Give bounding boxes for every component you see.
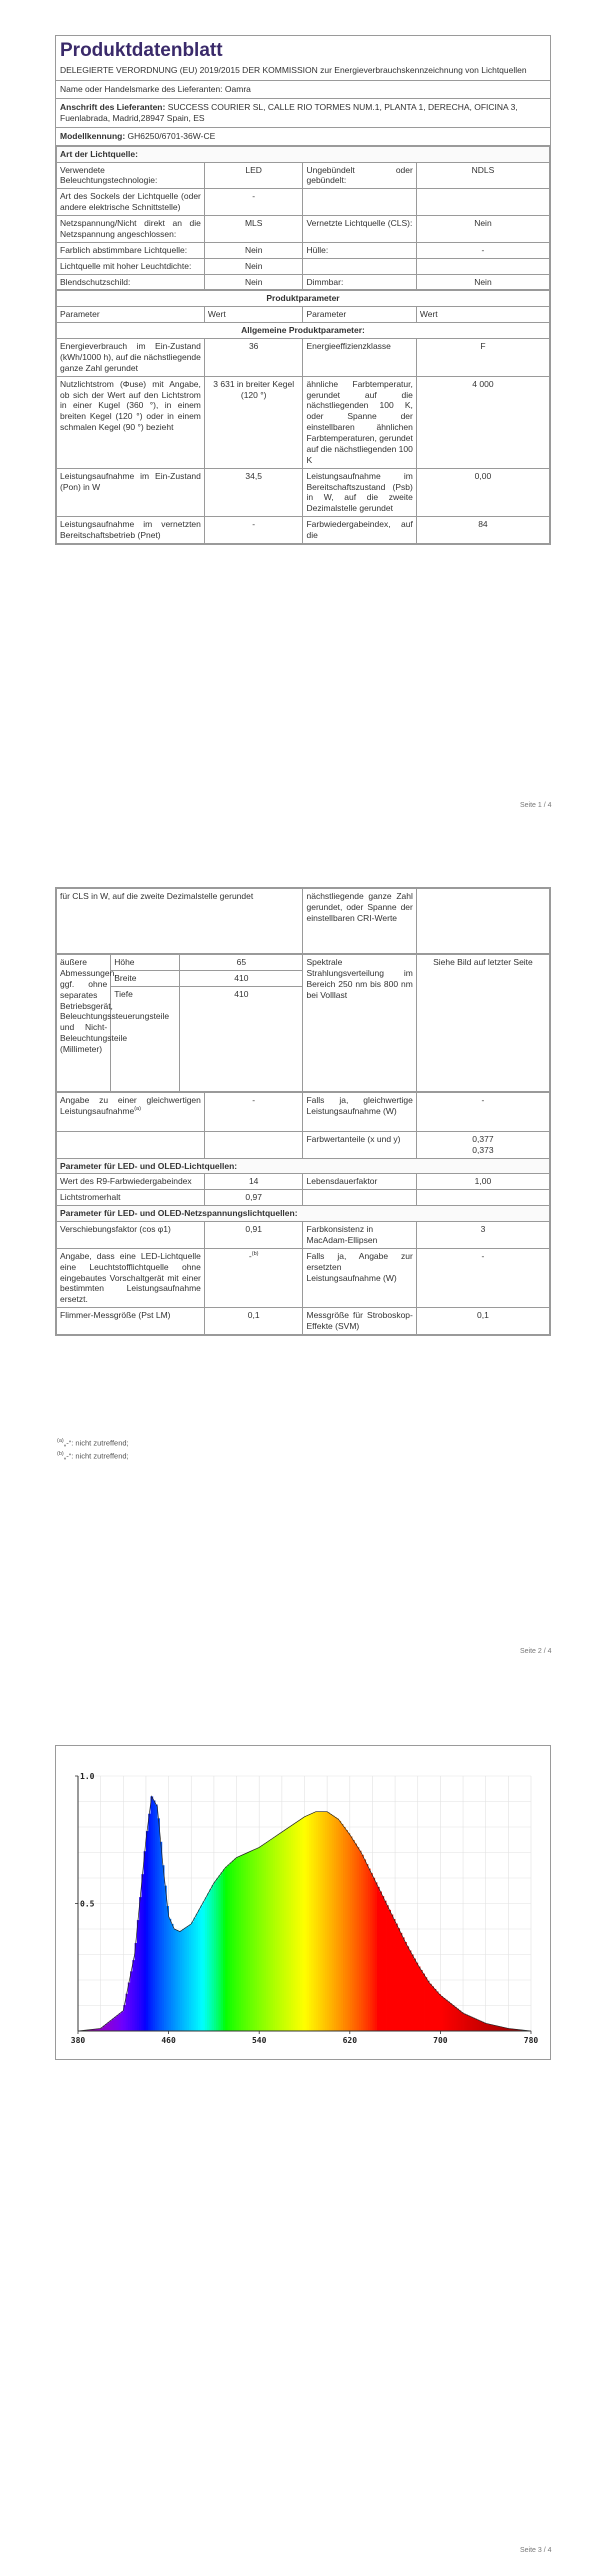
param-label: Angabe, dass eine LED-Lichtquelle eine Leuchtstofflichtquelle ohne eingebautes Vorschaltgerät mit einer bestimmten Leistungsaufnahme ersetzt. bbox=[57, 1248, 205, 1307]
table-row bbox=[57, 258, 550, 274]
param-label: nächstliegende ganze Zahl gerundet, oder Spanne der einstellbaren CRI-Werte bbox=[303, 889, 416, 954]
empty-cell bbox=[416, 258, 549, 274]
page-number: Seite 2 / 4 bbox=[520, 1648, 552, 1655]
footnote bbox=[57, 1437, 129, 1450]
param-label: Hülle: bbox=[303, 242, 416, 258]
param-label: Farbkonsistenz in MacAdam-Ellipsen bbox=[303, 1222, 416, 1249]
spectral-label: Spektrale Strahlungsverteilung im Bereich 250 nm bis 800 nm bei Volllast bbox=[303, 955, 416, 1092]
param-value: 0,00 bbox=[416, 468, 549, 517]
table-row bbox=[57, 1308, 550, 1335]
model-label: Modellkennung: bbox=[60, 130, 126, 141]
footnotes bbox=[57, 1437, 129, 1464]
param-label: Wert des R9-Farbwiedergabeindex bbox=[57, 1174, 205, 1190]
table-row bbox=[57, 1092, 550, 1131]
param-label: Dimmbar: bbox=[303, 274, 416, 290]
param-label: Leistungsaufnahme im vernetzten Bereitschaftsbetrieb (Pnet) bbox=[57, 517, 205, 544]
param-value: - bbox=[204, 189, 303, 216]
datasheet-part-2 bbox=[55, 887, 551, 1336]
param-value: 0,91 bbox=[204, 1222, 303, 1249]
y-tick-label: 0.5 bbox=[80, 1899, 95, 1909]
param-value: Nein bbox=[416, 216, 549, 243]
empty-cell bbox=[303, 1190, 416, 1206]
param-value: 14 bbox=[204, 1174, 303, 1190]
dim-name: Breite bbox=[111, 970, 180, 986]
param-value: 0,377 0,373 bbox=[416, 1131, 549, 1158]
column-header: Parameter bbox=[57, 307, 205, 323]
param-value: 84 bbox=[416, 517, 549, 544]
param-label: Lebensdauerfaktor bbox=[303, 1174, 416, 1190]
param-label: für CLS in W, auf die zweite Dezimalstelle gerundet bbox=[57, 889, 303, 954]
table-row bbox=[57, 468, 550, 517]
supplier-name-label: Name oder Handelsmarke des Lieferanten: bbox=[60, 84, 223, 95]
table-row bbox=[57, 889, 550, 954]
dimensions-table bbox=[56, 954, 550, 1092]
empty-cell bbox=[416, 189, 549, 216]
param-label: Lichtquelle mit hoher Leuchtdichte: bbox=[57, 258, 205, 274]
param-value: - bbox=[416, 1248, 549, 1307]
empty-cell bbox=[204, 1131, 303, 1158]
footnote-mark: (b) bbox=[57, 1451, 64, 1458]
table-row bbox=[57, 162, 550, 189]
footnote-text: „-“: nicht zutreffend; bbox=[63, 1438, 129, 1448]
empty-cell bbox=[303, 189, 416, 216]
table-row bbox=[57, 1174, 550, 1190]
section-general-params: Allgemeine Produktparameter: bbox=[57, 323, 550, 339]
param-value: - bbox=[416, 1092, 549, 1131]
param-value: 36 bbox=[204, 339, 303, 377]
section-product-params: Produktparameter bbox=[57, 291, 550, 307]
param-label: Falls ja, gleichwertige Leistungsaufnahme (W) bbox=[303, 1092, 416, 1131]
param-value: Nein bbox=[204, 242, 303, 258]
footnote-text: „-“: nicht zutreffend; bbox=[63, 1451, 129, 1461]
spectral-value: Siehe Bild auf letzter Seite bbox=[416, 955, 549, 1092]
table-header-row bbox=[57, 307, 550, 323]
x-tick-label: 780 bbox=[523, 2036, 539, 2045]
footnote-mark: (a) bbox=[57, 1438, 64, 1444]
footnote-mark: (b) bbox=[251, 1250, 259, 1257]
supplier-address-label: Anschrift des Lieferanten: bbox=[60, 102, 166, 113]
supplier-name: Oamra bbox=[224, 84, 251, 95]
param-label: Farbwertanteile (x und y) bbox=[303, 1131, 416, 1158]
param-value: 4 000 bbox=[416, 376, 549, 468]
param-value: NDLS bbox=[416, 162, 549, 189]
param-value: F bbox=[416, 339, 549, 377]
table-row bbox=[57, 1131, 550, 1158]
param-label: Leistungsaufnahme im Ein-Zustand (Pon) in W bbox=[57, 468, 205, 517]
model-row bbox=[56, 128, 550, 146]
param-value: 0,1 bbox=[204, 1308, 303, 1335]
supplier-address-row bbox=[56, 99, 550, 128]
model-id: GH6250/6701-36W-CE bbox=[127, 130, 216, 141]
empty-cell bbox=[57, 1131, 205, 1158]
param-label: Messgröße für Stroboskop-Effekte (SVM) bbox=[303, 1308, 416, 1335]
page-title: Produktdatenblatt bbox=[60, 40, 223, 61]
param-value: Nein bbox=[204, 258, 303, 274]
param-value: Nein bbox=[204, 274, 303, 290]
x-tick-label: 540 bbox=[251, 2036, 267, 2045]
spectrum-chart bbox=[55, 1745, 551, 2060]
param-label: Vernetzte Lichtquelle (CLS): bbox=[303, 216, 416, 243]
param-label: Lichtstromerhalt bbox=[57, 1190, 205, 1206]
page-2 bbox=[0, 880, 603, 1700]
table-row bbox=[57, 189, 550, 216]
param-value: - bbox=[416, 242, 549, 258]
x-tick-label: 620 bbox=[342, 2036, 358, 2045]
product-params-table bbox=[56, 290, 550, 544]
param-label: Ungebündelt oder gebündelt: bbox=[303, 162, 416, 189]
param-value: 3 631 in breiter Kegel (120 °) bbox=[204, 376, 303, 468]
param-label: Energieeffizienzklasse bbox=[303, 339, 416, 377]
column-header: Wert bbox=[416, 307, 549, 323]
x-tick-label: 460 bbox=[161, 2036, 176, 2045]
table-row bbox=[57, 274, 550, 290]
param-label: Art des Sockels der Lichtquelle (oder andere elektrische Schnittstelle) bbox=[57, 189, 205, 216]
param-value: 1,00 bbox=[416, 1174, 549, 1190]
product-params-continued bbox=[56, 888, 550, 954]
table-row bbox=[57, 1222, 550, 1249]
section-mains-params: Parameter für LED- und OLED-Netzspannungslichtquellen: bbox=[57, 1206, 550, 1222]
regulation-text: DELEGIERTE VERORDNUNG (EU) 2019/2015 DER KOMMISSION zur Energieverbrauchskennzeichnung von Lichtquellen bbox=[56, 65, 550, 81]
supplier-address: SUCCESS COURIER SL, CALLE RIO TORMES NUM.1, PLANTA 1, DERECHA, OFICINA 3, Fuenlabrada, Madrid,28947 Spain, ES bbox=[60, 102, 518, 123]
param-label: Leistungsaufnahme im Bereitschaftszustand (Psb) in W, auf die zweite Dezimalstelle gerundet bbox=[303, 468, 416, 517]
spectrum-plot bbox=[56, 1746, 550, 2059]
param-value: Nein bbox=[416, 274, 549, 290]
table-row bbox=[57, 242, 550, 258]
column-header: Parameter bbox=[303, 307, 416, 323]
more-params-table bbox=[56, 1092, 550, 1335]
page-1 bbox=[0, 0, 603, 820]
dim-value: 65 bbox=[180, 955, 303, 971]
dimensions-label: äußere Abmessungen, ggf. ohne separates Betriebsgerät, Beleuchtungssteuerungsteile und Nicht-Beleuchtungsteile (Millimeter) bbox=[57, 955, 111, 1092]
dim-name: Höhe bbox=[111, 955, 180, 971]
empty-cell bbox=[416, 889, 549, 954]
y-tick-label: 1.0 bbox=[80, 1772, 95, 1781]
param-value: 0,1 bbox=[416, 1308, 549, 1335]
param-label: Energieverbrauch im Ein-Zustand (kWh/1000 h), auf die nächstliegende ganze Zahl gerundet bbox=[57, 339, 205, 377]
empty-cell bbox=[416, 1190, 549, 1206]
x-tick-label: 700 bbox=[433, 2036, 448, 2045]
column-header: Wert bbox=[204, 307, 303, 323]
param-label: Nutzlichtstrom (Φuse) mit Angabe, ob sich der Wert auf den Lichtstrom in einer Kugel (360 °), in einem breiten Kegel (120 °) oder in einem schmalen Kegel (90 °) bezieht bbox=[57, 376, 205, 468]
param-value: - bbox=[204, 1092, 303, 1131]
param-value: 34,5 bbox=[204, 468, 303, 517]
param-value: MLS bbox=[204, 216, 303, 243]
table-row bbox=[57, 339, 550, 377]
param-label: Farbwiedergabeindex, auf die bbox=[303, 517, 416, 544]
footnote-mark: (a) bbox=[134, 1105, 141, 1112]
datasheet-part-1 bbox=[55, 35, 551, 545]
param-label: Blendschutzschild: bbox=[57, 274, 205, 290]
light-source-table bbox=[56, 146, 550, 291]
param-label: Verschiebungsfaktor (cos φ1) bbox=[57, 1222, 205, 1249]
param-label: Falls ja, Angabe zur ersetzten Leistungsaufnahme (W) bbox=[303, 1248, 416, 1307]
dim-value: 410 bbox=[180, 970, 303, 986]
section-light-source: Art der Lichtquelle: bbox=[57, 146, 550, 162]
table-row bbox=[57, 517, 550, 544]
table-row bbox=[57, 955, 550, 971]
empty-cell bbox=[303, 258, 416, 274]
page-number: Seite 1 / 4 bbox=[520, 802, 552, 809]
param-value: LED bbox=[204, 162, 303, 189]
table-row bbox=[57, 1248, 550, 1307]
dim-value: 410 bbox=[180, 986, 303, 1091]
footnote bbox=[57, 1450, 129, 1463]
table-row bbox=[57, 376, 550, 468]
param-label: Verwendete Beleuchtungstechnologie: bbox=[57, 162, 205, 189]
replace-value: - bbox=[248, 1250, 252, 1261]
param-value bbox=[204, 1248, 303, 1307]
param-label: Farblich abstimmbare Lichtquelle: bbox=[57, 242, 205, 258]
supplier-name-row bbox=[56, 81, 550, 99]
x-tick-label: 380 bbox=[70, 2036, 86, 2045]
param-value: - bbox=[204, 517, 303, 544]
param-label: Flimmer-Messgröße (Pst LM) bbox=[57, 1308, 205, 1335]
param-value: 3 bbox=[416, 1222, 549, 1249]
section-led-params: Parameter für LED- und OLED-Lichtquellen: bbox=[57, 1158, 550, 1174]
equiv-label: Angabe zu einer gleichwertigen Leistungsaufnahme bbox=[60, 1094, 201, 1116]
table-row bbox=[57, 216, 550, 243]
param-value: 0,97 bbox=[204, 1190, 303, 1206]
param-label: ähnliche Farbtemperatur, gerundet auf die nächstliegenden 100 K, oder Spanne der einstellbaren ähnlichen Farbtemperaturen, gerundet auf die nächstliegenden 100 K bbox=[303, 376, 416, 468]
table-row bbox=[57, 1190, 550, 1206]
param-label bbox=[57, 1092, 205, 1131]
dim-name: Tiefe bbox=[111, 986, 180, 1091]
page-number: Seite 3 / 4 bbox=[520, 2547, 552, 2554]
param-label: Netzspannung/Nicht direkt an die Netzspannung angeschlossen: bbox=[57, 216, 205, 243]
